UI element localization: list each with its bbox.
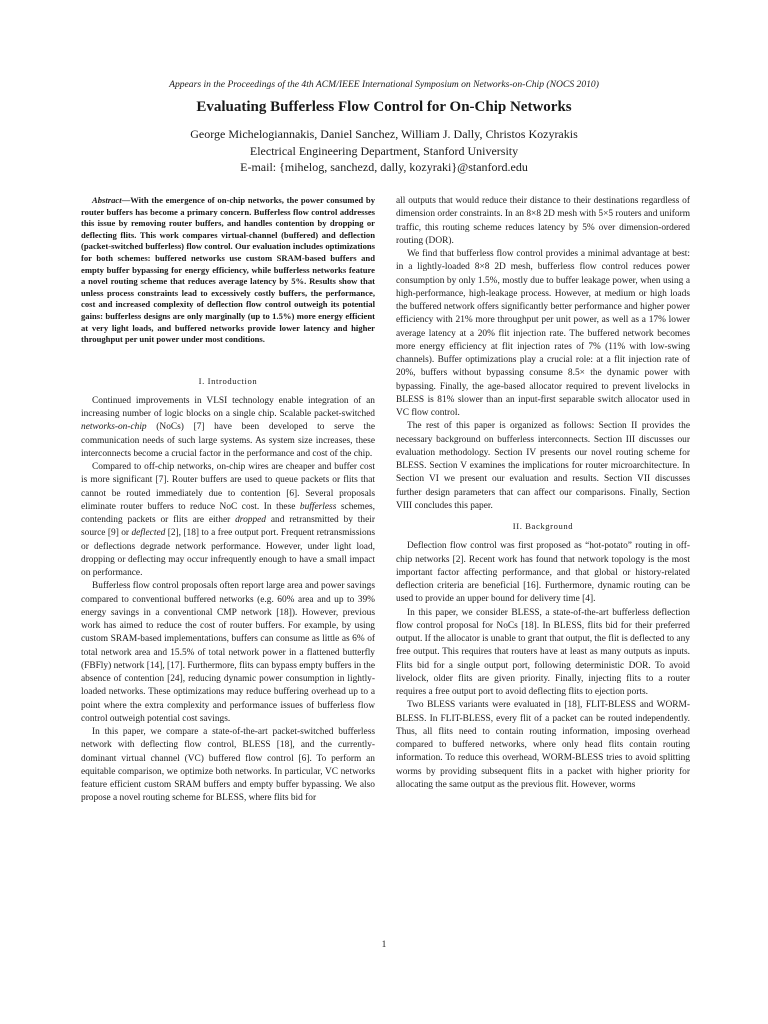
- paper-title: Evaluating Bufferless Flow Control for On-Chip Networks: [196, 99, 572, 115]
- intro-paragraph-4-continued: all outputs that would reduce their distance to their destinations regardless of dimension order constraints. In an 8×8 2D mesh with 5×5 routers and uniform traffic, this routing scheme reduces latency by 5% over dimension-ordered routing (DOR).: [396, 196, 690, 246]
- intro-paragraph-4: In this paper, we compare a state-of-the-art packet-switched bufferless network with deflecting flow control, BLESS [18], and the currently-dominant virtual channel (VC) buffered flow control [6]. To perform an equitable comparison, we optimize both networks. In particular, VC networks feature efficient custom SRAM buffers and empty buffer bypassing. We also propose a novel routing scheme for BLESS, where flits bid for: [81, 727, 375, 804]
- intro-paragraph-6: The rest of this paper is organized as follows: Section II provides the necessary background on bufferless interconnects. Section III discusses our evaluation methodology. Section IV presents our novel routing scheme for BLESS. Section V examines the implications for router microarchitecture. In Section VI we present our evaluation and results. Section VII discusses further design parameters that can affect our comparisons. Finally, Section VIII concludes this paper.: [396, 421, 690, 511]
- author-affiliation: Electrical Engineering Department, Stanford University: [249, 143, 519, 158]
- page-number: 1: [381, 940, 387, 950]
- intro-paragraph-1: Continued improvements in VLSI technology enable integration of an increasing number of logic blocks on a single chip. Scalable packet-switched networks-on-chip (NoCs) [7] have been developed to serve the communication needs of such large systems. As system size increases, these interconnects become a crucial factor in the performance and cost of the chip.: [81, 395, 375, 459]
- background-paragraph-1: Deflection flow control was first proposed as “hot-potato” routing in off-chip networks [2]. Recent work has found that network topology is the most important factor affecting performance, and that global or history-related deflection criteria are beneficial [16]. Furthermore, dynamic routing can be used to provide an upper bound for delivery time [4].: [396, 541, 690, 605]
- background-paragraph-2: In this paper, we consider BLESS, a state-of-the-art bufferless deflection flow control proposal for NoCs [18]. In BLESS, flits bid for their preferred output. If the allocator is unable to grant that output, the flit is deflected to any free output. This requires that routers have at least as many outputs as inputs. Flits bid for a single output port, following deterministic DOR. To avoid livelock, older flits are given priority. Finally, injecting flits to a router requires a free output port to avoid deflecting flits to ejection ports.: [396, 607, 690, 697]
- background-paragraph-3: Two BLESS variants were evaluated in [18], FLIT-BLESS and WORM-BLESS. In FLIT-BLESS, every flit of a packet can be routed independently. Thus, all flits need to contain routing information, imposing overhead compared to buffered networks, where only head flits contain routing information. To reduce this overhead, WORM-BLESS tries to avoid splitting worms by providing subsequent flits in a packet with higher priority for allocating the same output as the previous flit. However, worms: [396, 700, 690, 790]
- right-column: [396, 195, 690, 792]
- author-email: E-mail: {mihelog, sanchezd, dally, kozyraki}@stanford.edu: [240, 160, 528, 174]
- abstract-text: —With the emergence of on-chip networks, the power consumed by router buffers has become a primary concern. Bufferless flow control addresses this issue by removing router buffers, and handles contention by dropping or deflecting flits. This work compares virtual-channel (buffered) and deflection (packet-switched bufferless) flow control. Our evaluation includes optimizations for both schemes: buffered networks use custom SRAM-based buffers and empty buffer bypassing for energy efficiency, while bufferless networks feature a novel routing scheme that reduces average latency by 5%. Results show that unless process constraints lead to excessively costly buffers, the performance, cost and increased complexity of deflection flow control outweigh its potential gains: bufferless designs are only marginally (up to 1.5%) more energy efficient at very light loads, and buffered networks provide lower latency and higher throughput per unit power under most conditions.: [81, 195, 375, 345]
- intro-paragraph-3: Bufferless flow control proposals often report large area and power savings compared to conventional buffered networks (e.g. 60% area and up to 39% energy savings in a conventional CMP network [18]). However, previous work has aimed to reduce the cost of router buffers. For example, by using custom SRAM-based implementations, buffers can consume as little as 6% of total network area and 15.5% of total network power in a flattened butterfly (FBFly) network [14], [17]. Furthermore, flits can bypass empty buffers in the absence of contention [24], reducing dynamic power consumption in lightly-loaded networks. These optimizations may reduce buffering overhead up to a point where the extra complexity and performance issues of bufferless flow control outweigh potential cost savings.: [81, 581, 375, 724]
- abstract: [81, 195, 375, 346]
- author-names: George Michelogiannakis, Daniel Sanchez, William J. Dally, Christos Kozyrakis: [190, 127, 578, 141]
- venue-line: Appears in the Proceedings of the 4th ACM/IEEE International Symposium on Networks-on-Chip (NOCS 2010): [169, 79, 599, 90]
- intro-paragraph-2: Compared to off-chip networks, on-chip wires are cheaper and buffer cost is more significant [7]. Router buffers are used to queue packets or flits that cannot be routed immediately due to contention [6]. Several proposals eliminate router buffers to reduce NoC cost. In these bufferless schemes, contending packets or flits are either dropped and retransmitted by their source [9] or deflected [2], [18] to a free output port. Frequent retransmissions or deflections degrade network performance. However, under light load, dropping or deflecting may occur infrequently enough to have a small impact on performance.: [81, 462, 375, 579]
- abstract-label: Abstract: [92, 195, 122, 205]
- intro-paragraph-5: We find that bufferless flow control provides a minimal advantage at best: in a lightly-loaded 8×8 2D mesh, bufferless flow control reduces power consumption by only 1.5%, mostly due to buffer leakage power, when using a high-performance, high-leakage process. However, at medium or high loads the buffered network offers significantly better performance and higher power efficiency with 21% more throughput per unit power, as well as a 17% lower average latency at a 20% flit injection rate. The buffered network becomes more energy efficiency at flit injection rates of 7% (11% with low-swing channels). Buffer optimizations play a crucial role: at a flit injection rate of 20%, buffers without bypassing consume 8.5× the dynamic power with bypassing. Finally, the age-based allocator required to prevent livelocks in BLESS is 81% slower than an input-first separable switch allocator used in VC flow control.: [396, 249, 690, 418]
- section-heading-background: II. Background: [512, 521, 574, 531]
- left-column: [81, 195, 375, 806]
- author-block: [0, 126, 768, 176]
- section-heading-introduction: I. Introduction: [198, 375, 258, 386]
